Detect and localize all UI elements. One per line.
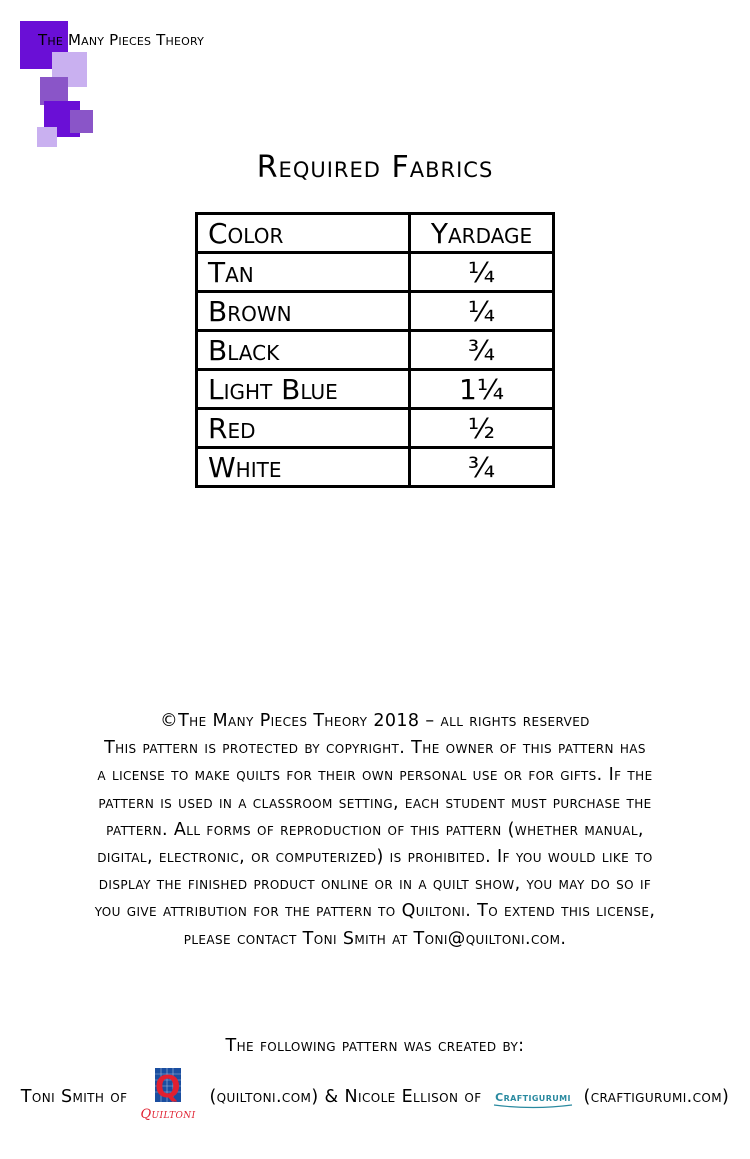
fabric-table xyxy=(195,212,555,488)
table-row xyxy=(197,331,554,370)
fabric-color: Tan xyxy=(197,253,410,292)
quiltoni-logo xyxy=(135,1066,201,1128)
table-row xyxy=(197,409,554,448)
credit-author-2: (quiltoni.com) & Nicole Ellison of xyxy=(209,1087,482,1107)
copyright-line: display the finished product online or in a quilt show, you may do so if xyxy=(98,874,652,895)
fabric-yardage: 1¼ xyxy=(410,370,554,409)
copyright-line: digital, electronic, or computerized) is prohibited. If you would like to xyxy=(97,847,653,868)
fabric-yardage: ½ xyxy=(410,409,554,448)
copyright-line: please contact Toni Smith at Toni@quiltoni.com. xyxy=(183,928,567,949)
craftigurumi-logo-text: Craftigurumi xyxy=(494,1091,571,1104)
fabric-color: Red xyxy=(197,409,410,448)
column-header-color: Color xyxy=(197,214,410,253)
copyright-line: you give attribution for the pattern to Quiltoni. To extend this license, xyxy=(94,901,656,922)
brand-logo-squares xyxy=(0,0,110,150)
table-header-row xyxy=(197,214,554,253)
quiltoni-logo-letter: Q xyxy=(155,1070,182,1105)
copyright-line: pattern. All forms of reproduction of this pattern (whether manual, xyxy=(106,819,644,840)
table-row xyxy=(197,448,554,487)
page-title: Required Fabrics xyxy=(256,150,494,185)
copyright-line: ©The Many Pieces Theory 2018 – all rights reserved xyxy=(160,711,590,731)
copyright-notice xyxy=(12,708,738,953)
fabric-yardage: ¾ xyxy=(410,448,554,487)
fabric-yardage: ¾ xyxy=(410,331,554,370)
credit-author-1: Toni Smith of xyxy=(20,1087,128,1107)
logo-square xyxy=(37,127,57,147)
credits-intro: The following pattern was created by: xyxy=(225,1036,525,1056)
brand-title: The Many Pieces Theory xyxy=(38,31,205,49)
copyright-line: This pattern is protected by copyright. The owner of this pattern has xyxy=(104,738,646,759)
craftigurumi-logo xyxy=(490,1084,576,1110)
logo-square xyxy=(70,110,93,133)
quiltoni-logo-text: Quiltoni xyxy=(140,1107,196,1122)
credit-sites: (craftigurumi.com) xyxy=(583,1087,730,1107)
table-row xyxy=(197,253,554,292)
copyright-line: pattern is used in a classroom setting, each student must purchase the xyxy=(98,792,652,813)
fabric-color: Light Blue xyxy=(197,370,410,409)
fabric-yardage: ¼ xyxy=(410,292,554,331)
fabric-color: Black xyxy=(197,331,410,370)
column-header-yardage: Yardage xyxy=(410,214,554,253)
fabric-yardage: ¼ xyxy=(410,253,554,292)
fabric-color: Brown xyxy=(197,292,410,331)
table-row xyxy=(197,370,554,409)
table-row xyxy=(197,292,554,331)
fabric-color: White xyxy=(197,448,410,487)
copyright-line: a license to make quilts for their own personal use or for gifts. If the xyxy=(97,765,653,786)
credits-line xyxy=(0,1066,750,1128)
